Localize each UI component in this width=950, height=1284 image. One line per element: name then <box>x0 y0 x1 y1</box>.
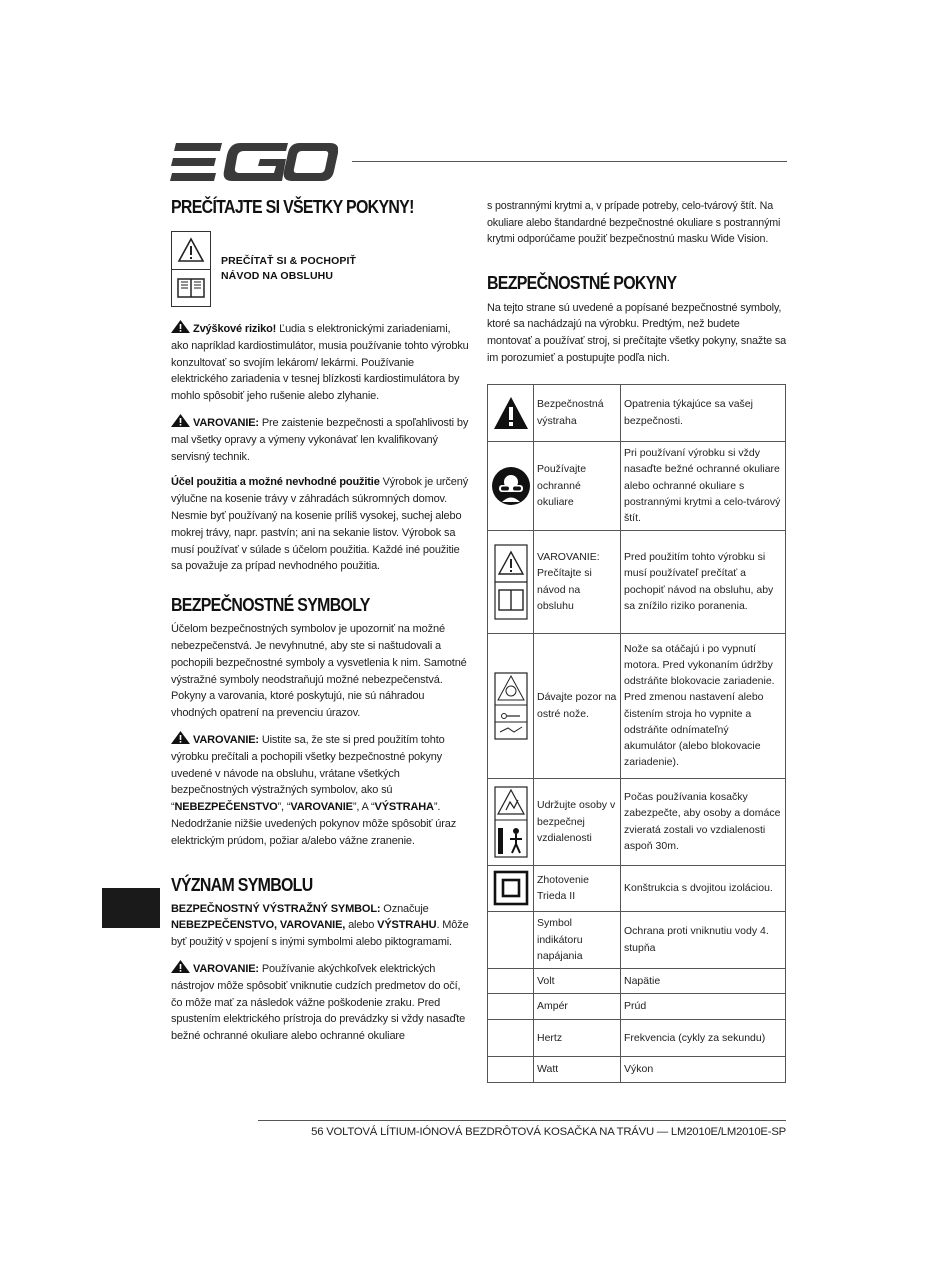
read-manual-icon <box>494 544 528 620</box>
table-row: Watt Výkon <box>488 1056 786 1082</box>
warning-triangle-icon <box>177 237 205 263</box>
read-manual-box <box>171 231 469 307</box>
symbol-meaning-heading: VÝZNAM SYMBOLU <box>171 873 313 895</box>
read-all-instructions-heading: PREČÍTAJTE SI VŠETKY POKYNY! <box>171 196 414 217</box>
table-row: Ampér Prúd <box>488 993 786 1019</box>
table-row: Udržujte osoby v bezpečnej vzdialenosti Počas používania kosačky zabezpečte, aby osoby a domáce zvieratá zostali vo vzdialenosti aspoň 30m. <box>488 778 786 865</box>
warning-triangle-icon <box>171 960 190 973</box>
safety-instructions-heading: BEZPEČNOSTNÉ POKYNY <box>487 271 677 293</box>
section-tab-marker <box>102 888 160 928</box>
eye-protection-continued: s postrannými krytmi a, v prípade potreby, celo-tvárový štít. Na okuliare alebo štandardné bezpečnostné okuliare s postrannými krytmi odporúčame použiť bezpečnostnú masku Wide Vision. <box>487 200 781 245</box>
table-row: Zhotovenie Trieda II Konštrukcia s dvojitou izoláciou. <box>488 865 786 911</box>
intended-use-paragraph: Účel použitia a možné nevhodné použitie Výrobok je určený výlučne na kosenie trávy v záhradách súkromných domov. Nesmie byť používaný na kosenie príliš vysokej, suchej alebo mokrej trávy, napr. pastvín; ani na sekanie listov. Výrobok sa musí používať v súlade s účelom použitia. Každé iné použitie sa považuje za prípad nevhodného použitia. <box>171 476 469 573</box>
page-footer: 56 VOLTOVÁ LÍTIUM-IÓNOVÁ BEZDRÔTOVÁ KOSAČKA NA TRÁVU — LM2010E/LM2010E-SP <box>311 1126 786 1138</box>
read-manual-warning: VAROVANIE: Uistite sa, že ste si pred použitím tohto výrobku prečítali a pochopili všetky bezpečnostné pokyny uvedené v návode na obsluhu, vrátane všetkých bezpečnostných výstražných symbolov, ako sú “NEBEZPEČENSTVO”, “VAROVANIE”, A “VÝSTRAHA”. Nedodržanie nižšie uvedených pokynov môže spôsobiť úraz elektrickým prúdom, požiar a/alebo vážne zranenie. <box>171 731 469 850</box>
warning-triangle-icon <box>171 320 190 333</box>
table-row: Dávajte pozor na ostré nože. Nože sa otáčajú i po vypnutí motora. Pred vykonaním údržby odstráňte blokovacie zariadenie. Pred zmenou nastavení alebo čistením stroja ho vypnite a odstráňte odnímateľný akumulátor (alebo blokovacie zariadenie). <box>488 633 786 778</box>
sharp-blades-icon <box>494 672 528 740</box>
safety-goggles-icon <box>491 466 531 506</box>
pacemaker-warning: Zvýškové riziko! Ľudia s elektronickými zariadeniami, ako napríklad kardiostimulátor, musia používanie tohto výrobku konzultovať so svojím lekárom/ lekármi. Používanie elektrického zariadenia v tesnej blízkosti kardiostimulátora by mohlo spôsobiť jeho rušenie alebo zlyhanie. <box>171 320 469 405</box>
repair-warning: VAROVANIE: Pre zaistenie bezpečnosti a spoľahlivosti by mal všetky opravy a výmeny vykonávať len kvalifikovaný servisný technik. <box>171 414 469 465</box>
safety-instructions-paragraph: Na tejto strane sú uvedené a popísané bezpečnostné symboly, ktoré sa nachádzajú na výrobku. Predtým, než budete montovať a používať stroj, si prečítajte všetky pokyny, snažte sa im porozumieť a postupujte podľa nich. <box>487 301 787 364</box>
header-rule <box>352 161 787 162</box>
safety-symbols-table <box>487 384 786 1083</box>
warning-triangle-icon <box>171 414 190 427</box>
read-manual-icons <box>171 231 211 307</box>
table-row: Bezpečnostná výstraha Opatrenia týkajúce sa vašej bezpečnosti. <box>488 384 786 441</box>
open-book-icon <box>176 276 206 300</box>
eye-protection-warning: VAROVANIE: Používanie akýchkoľvek elektrických nástrojov môže spôsobiť vniknutie cudzích predmetov do očí, čo môže mať za následok vážne poškodenie zraku. Pred spustením elektrického prístroja do prevádzky si vždy nasaďte bežné ochranné okuliare alebo ochranné okuliare <box>171 960 469 1045</box>
safety-symbols-heading: BEZPEČNOSTNÉ SYMBOLY <box>171 594 370 616</box>
table-row: Symbol indikátoru napájania Ochrana proti vniknutiu vody 4. stupňa <box>488 911 786 968</box>
read-manual-label: PREČÍTAŤ SI & POCHOPIŤ NÁVOD NA OBSLUHU <box>221 254 357 282</box>
class-ii-icon <box>493 870 529 906</box>
left-column <box>171 196 469 1045</box>
ego-logo <box>170 143 338 181</box>
table-row: Hertz Frekvencia (cykly za sekundu) <box>488 1019 786 1056</box>
safety-symbols-paragraph: Účelom bezpečnostných symbolov je upozorniť na možné nebezpečenstvá. Je nevyhnutné, aby ste si naštudovali a pochopili bezpečnostné symboly a vysvetlenia k nim. Samotné výstražné symboly neodstraňujú možné nebezpečenstvá. Pokyny a varovania, ktoré poskytujú, nie sú náhradou vhodných opatrení na prevenciu úrazov. <box>171 623 467 720</box>
table-row: Používajte ochranné okuliare Pri používaní výrobku si vždy nasaďte bežné ochranné okuliare alebo ochranné okuliare s postrannými krytmi a celo-tvárový štít. <box>488 441 786 530</box>
table-row: Volt Napätie <box>488 968 786 993</box>
alert-symbol-definition: BEZPEČNOSTNÝ VÝSTRAŽNÝ SYMBOL: Označuje NEBEZPEČENSTVO, VAROVANIE, alebo VÝSTRAHU. Môže byť použitý v spojení s inými symbolmi alebo piktogramami. <box>171 902 469 949</box>
warning-triangle-icon <box>171 731 190 744</box>
keep-distance-icon <box>494 786 528 858</box>
right-column <box>487 198 787 1083</box>
warning-triangle-icon <box>493 396 529 430</box>
table-row: VAROVANIE: Prečítajte si návod na obsluhu Pred použitím tohto výrobku si musí používateľ prečítať a pochopiť návod na obsluhu, aby sa znížilo riziko poranenia. <box>488 530 786 633</box>
footer-rule <box>258 1120 786 1121</box>
